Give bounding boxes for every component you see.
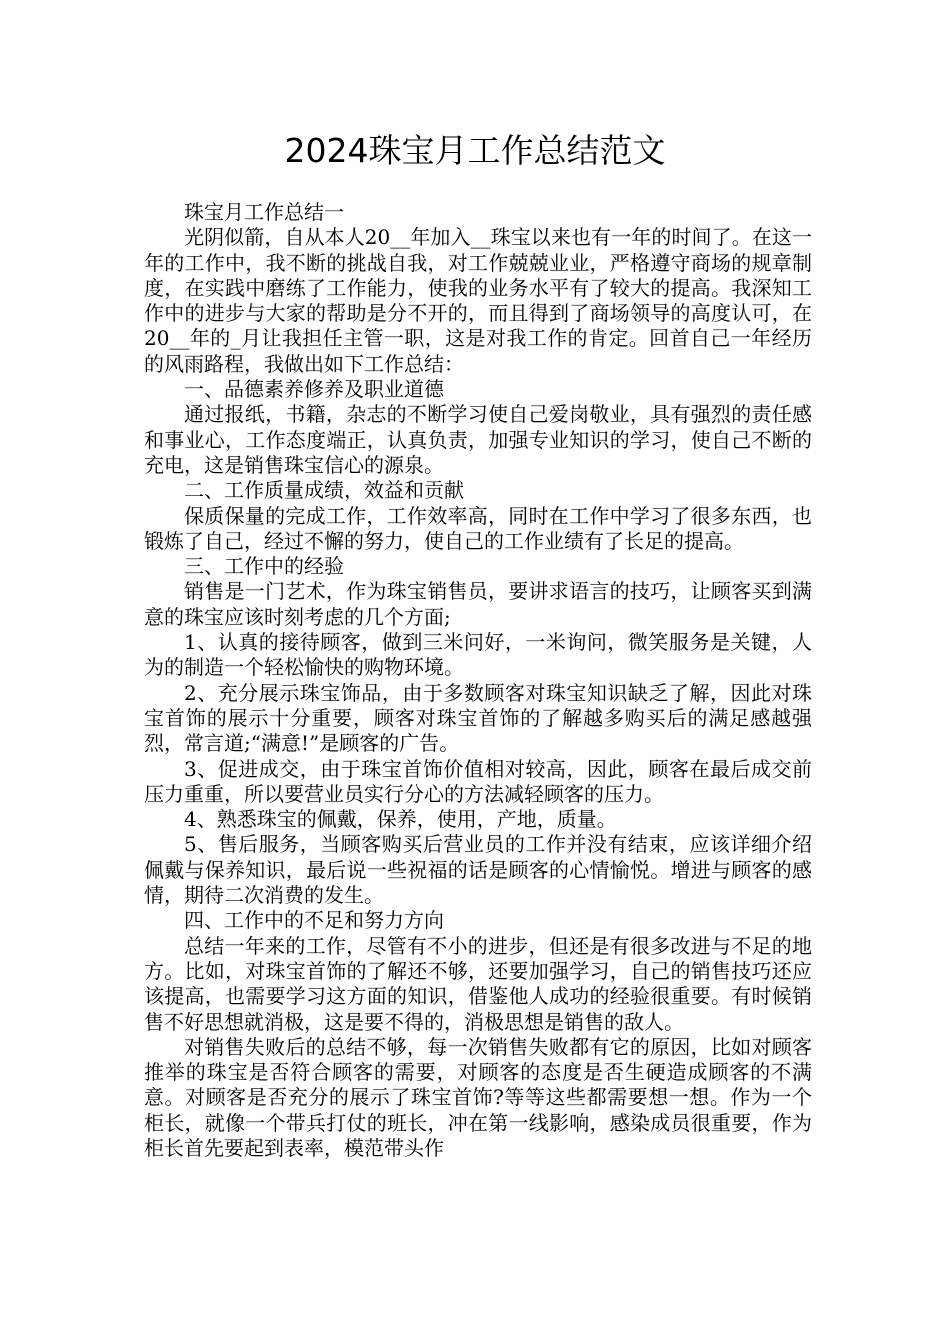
list-item: 4、熟悉珠宝的佩戴，保养，使用，产地，质量。 bbox=[184, 807, 617, 832]
document-title: 2024珠宝月工作总结范文 bbox=[284, 131, 666, 170]
section-heading: 四、工作中的不足和努力方向 bbox=[184, 908, 444, 933]
section-heading: 珠宝月工作总结一 bbox=[184, 200, 344, 224]
list-item: 3、促进成交，由于珠宝首饰价值相对较高，因此，顾客在最后成交前压力重重，所以要营业员实行分心的方法减轻顾客的压力。 bbox=[144, 756, 812, 806]
section-heading: 三、工作中的经验 bbox=[184, 554, 344, 579]
paragraph: 对销售失败后的总结不够，每一次销售失败都有它的原因，比如对顾客推举的珠宝是否符合顾客的需要，对顾客的态度是否生硬造成顾客的不满意。对顾客是否充分的展示了珠宝首饰?等等这些都需要想一想。作为一个柜长，就像一个带兵打仗的班长，冲在第一线影响，感染成员很重要，作为柜长首先要起到表率，模范带头作 bbox=[144, 1034, 812, 1160]
list-item: 1、认真的接待顾客，做到三米问好，一米询问，微笑服务是关键，人为的制造一个轻松愉快的购物环境。 bbox=[144, 630, 812, 680]
document-body bbox=[144, 200, 812, 1161]
section-heading: 二、工作质量成绩，效益和贡献 bbox=[184, 478, 464, 503]
paragraph: 保质保量的完成工作，工作效率高，同时在工作中学习了很多东西，也锻炼了自己，经过不懈的努力，使自己的工作业绩有了长足的提高。 bbox=[144, 503, 812, 553]
paragraph: 总结一年来的工作，尽管有不小的进步，但还是有很多改进与不足的地方。比如，对珠宝首饰的了解还不够，还要加强学习，自己的销售技巧还应该提高，也需要学习这方面的知识，借鉴他人成功的经验很重要。有时候销售不好思想就消极，这是要不得的，消极思想是销售的敌人。 bbox=[144, 933, 812, 1034]
paragraph: 销售是一门艺术，作为珠宝销售员，要讲求语言的技巧，让顾客买到满意的珠宝应该时刻考虑的几个方面; bbox=[144, 579, 812, 629]
section-heading: 一、品德素养修养及职业道德 bbox=[184, 377, 444, 402]
list-item: 2、充分展示珠宝饰品，由于多数顾客对珠宝知识缺乏了解，因此对珠宝首饰的展示十分重要，顾客对珠宝首饰的了解越多购买后的满足感越强烈，常言道;“满意!”是顾客的广告。 bbox=[144, 680, 812, 756]
list-item: 5、售后服务，当顾客购买后营业员的工作并没有结束，应该详细介绍佩戴与保养知识，最后说一些祝福的话是顾客的心情愉悦。增进与顾客的感情，期待二次消费的发生。 bbox=[144, 832, 812, 908]
paragraph: 通过报纸，书籍，杂志的不断学习使自己爱岗敬业，具有强烈的责任感和事业心，工作态度端正，认真负责，加强专业知识的学习，使自己不断的充电，这是销售珠宝信心的源泉。 bbox=[144, 402, 812, 477]
paragraph: 光阴似箭，自从本人20__年加入__珠宝以来也有一年的时间了。在这一年的工作中，我不断的挑战自我，对工作兢兢业业，严格遵守商场的规章制度，在实践中磨练了工作能力，使我的业务水平有了较大的提高。我深知工作中的进步与大家的帮助是分不开的，而且得到了商场领导的高度认可，在20__年的_月让我担任主管一职，这是对我工作的肯定。回首自己一年经历的风雨路程，我做出如下工作总结： bbox=[144, 225, 812, 376]
